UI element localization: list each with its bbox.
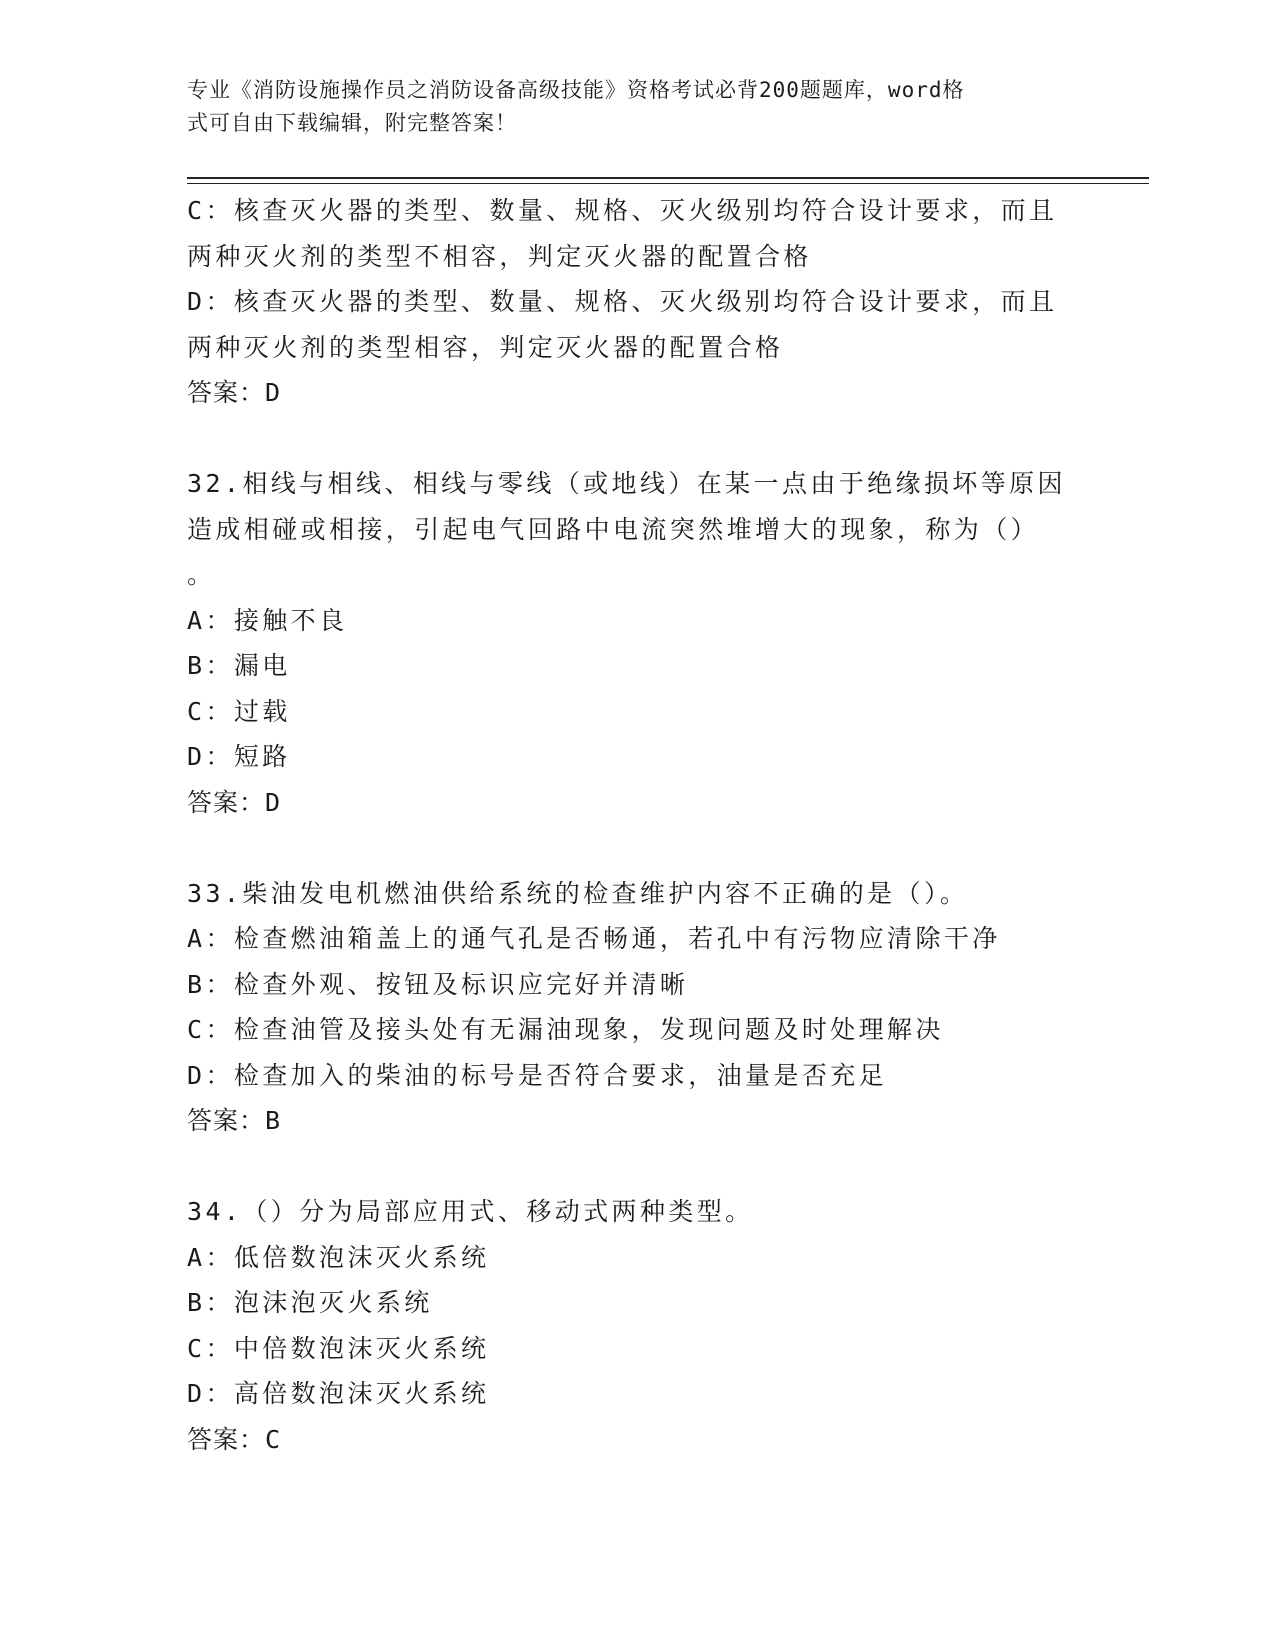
- question-list: [187, 188, 1087, 1462]
- option-d-line-2: 两种灭火剂的类型相容，判定灭火器的配置合格: [187, 332, 784, 362]
- answer: 答案：D: [187, 787, 282, 817]
- header-divider-thin: [187, 183, 1149, 184]
- question-stem-line: 33.柴油发电机燃油供给系统的检查维护内容不正确的是（）。: [187, 878, 969, 908]
- header-title-line-2: 式可自由下载编辑，附完整答案！: [187, 111, 517, 135]
- document-header: [187, 74, 1067, 140]
- question-stem-line: 造成相碰或相接，引起电气回路中电流突然堆增大的现象，称为（）: [187, 514, 1040, 544]
- question-32: [187, 461, 1087, 825]
- question-stem-line: 。: [187, 560, 216, 589]
- option-c: C：检查油管及接头处有无漏油现象，发现问题及时处理解决: [187, 1015, 944, 1044]
- option-b: B：泡沫泡灭火系统: [187, 1288, 433, 1317]
- question-stem-line: 34.（）分为局部应用式、移动式两种类型。: [187, 1197, 754, 1226]
- option-d: D：高倍数泡沫灭火系统: [187, 1379, 490, 1408]
- question-34: [187, 1189, 1087, 1462]
- question-stem-line: 32.相线与相线、相线与零线（或地线）在某一点由于绝缘损坏等原因: [187, 469, 1066, 498]
- header-divider-thick: [187, 177, 1149, 179]
- option-c: C：过载: [187, 696, 291, 726]
- option-b: B：检查外观、按钮及标识应完好并清晰: [187, 969, 689, 999]
- answer: 答案：D: [187, 378, 282, 407]
- spacer: [187, 416, 1087, 462]
- question-33: [187, 871, 1087, 1144]
- option-a: A：低倍数泡沫灭火系统: [187, 1242, 490, 1272]
- answer: 答案：B: [187, 1106, 282, 1135]
- option-b: B：漏电: [187, 651, 291, 680]
- spacer: [187, 1144, 1087, 1190]
- option-a: A：接触不良: [187, 605, 348, 635]
- option-d: D：短路: [187, 742, 291, 771]
- header-title-line-1: 专业《消防设施操作员之消防设备高级技能》资格考试必背200题题库，word格: [187, 78, 965, 102]
- spacer: [187, 825, 1087, 871]
- option-c-line-2: 两种灭火剂的类型不相容，判定灭火器的配置合格: [187, 241, 812, 271]
- option-a: A：检查燃油箱盖上的通气孔是否畅通，若孔中有污物应清除干净: [187, 924, 1001, 953]
- option-d: D：检查加入的柴油的标号是否符合要求，油量是否充足: [187, 1060, 888, 1090]
- option-c: C：中倍数泡沫灭火系统: [187, 1333, 490, 1363]
- answer: 答案：C: [187, 1424, 282, 1454]
- option-d-line-1: D：核查灭火器的类型、数量、规格、灭火级别均符合设计要求，而且: [187, 287, 1058, 316]
- option-c-line-1: C：核查灭火器的类型、数量、规格、灭火级别均符合设计要求，而且: [187, 196, 1058, 225]
- question-31-continued: [187, 188, 1087, 416]
